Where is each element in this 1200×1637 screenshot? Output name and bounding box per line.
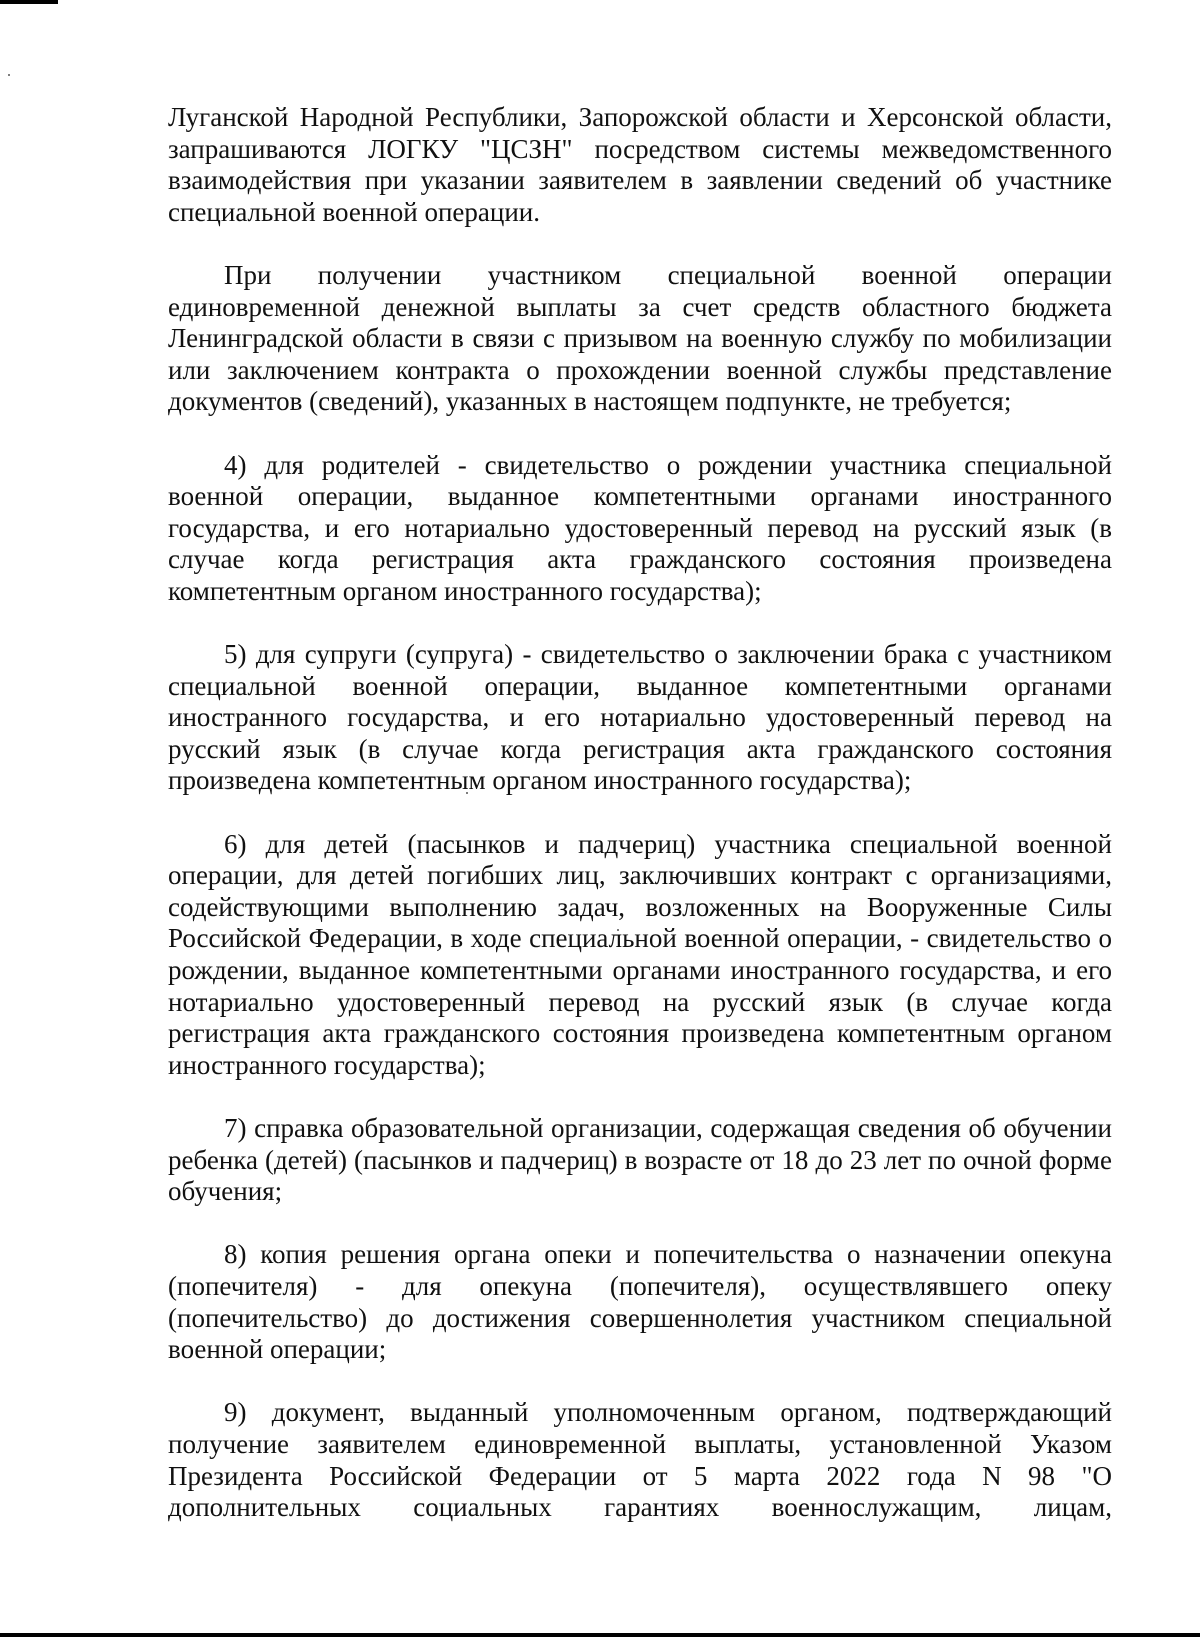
paragraph-item-4-parents: 4) для родителей - свидетельство о рождении участника специальной военной операции, выданное компетентными органами иностранного государства, и его нотариально удостоверенный перевод на русский язык (в случае когда регистрация акта гражданского состояния произведена компетентным органом иностранного государства);	[168, 449, 1112, 606]
paragraph-no-documents-required: При получении участником специальной военной операции единовременной денежной выплаты за счет средств областного бюджета Ленинградской области в связи с призывом на военную службу по мобилизации или заключением контракта о прохождении военной службы представление документов (сведений), указанных в настоящем подпункте, не требуется;	[168, 259, 1112, 417]
paragraph-item-8-guardianship: 8) копия решения органа опеки и попечительства о назначении опекуна (попечителя) - для опекуна (попечителя), осуществлявшего опеку (попечительство) до достижения совершеннолетия участником специальной военной операции;	[168, 1239, 1112, 1365]
paragraph-item-5-spouse: 5) для супруги (супруга) - свидетельство о заключении брака с участником специальной военной операции, выданное компетентными органами иностранного государства, и его нотариально удостоверенный перевод на русский язык (в случае когда регистрация акта гражданского состояния произведена компетентным органом иностранного государства);	[168, 639, 1112, 796]
scan-speck	[8, 74, 10, 76]
scan-edge-mark-top	[0, 0, 58, 4]
paragraph-item-7-education-certificate: 7) справка образовательной организации, содержащая сведения об обучении ребенка (детей) (пасынков и падчериц) в возрасте от 18 до 23 лет по очной форме обучения;	[168, 1113, 1112, 1207]
paragraph-item-9-payment-document: 9) документ, выданный уполномоченным органом, подтверждающий получение заявителем единовременной выплаты, установленной Указом Президента Российской Федерации от 5 марта 2022 года N 98 "О дополнительных социальных гарантиях военнослужащим, лицам,	[168, 1397, 1112, 1523]
paragraph-item-6-children: 6) для детей (пасынков и падчериц) участника специальной военной операции, для детей погибших лиц, заключивших контракт с организациями, содействующими выполнению задач, возложенных на Вооруженные Силы Российской Федерации, в ходе специальной военной операции, - свидетельство о рождении, выданное компетентными органами иностранного государства, и его нотариально удостоверенный перевод на русский язык (в случае когда регистрация акта гражданского состояния произведена компетентным органом иностранного государства);	[168, 828, 1112, 1080]
document-body	[168, 102, 1112, 1524]
paragraph-continuation: Луганской Народной Республики, Запорожской области и Херсонской области, запрашиваются ЛОГКУ "ЦСЗН" посредством системы межведомственного взаимодействия при указании заявителем в заявлении сведений об участнике специальной военной операции.	[168, 102, 1112, 227]
scan-edge-mark-bottom	[0, 1633, 1200, 1637]
